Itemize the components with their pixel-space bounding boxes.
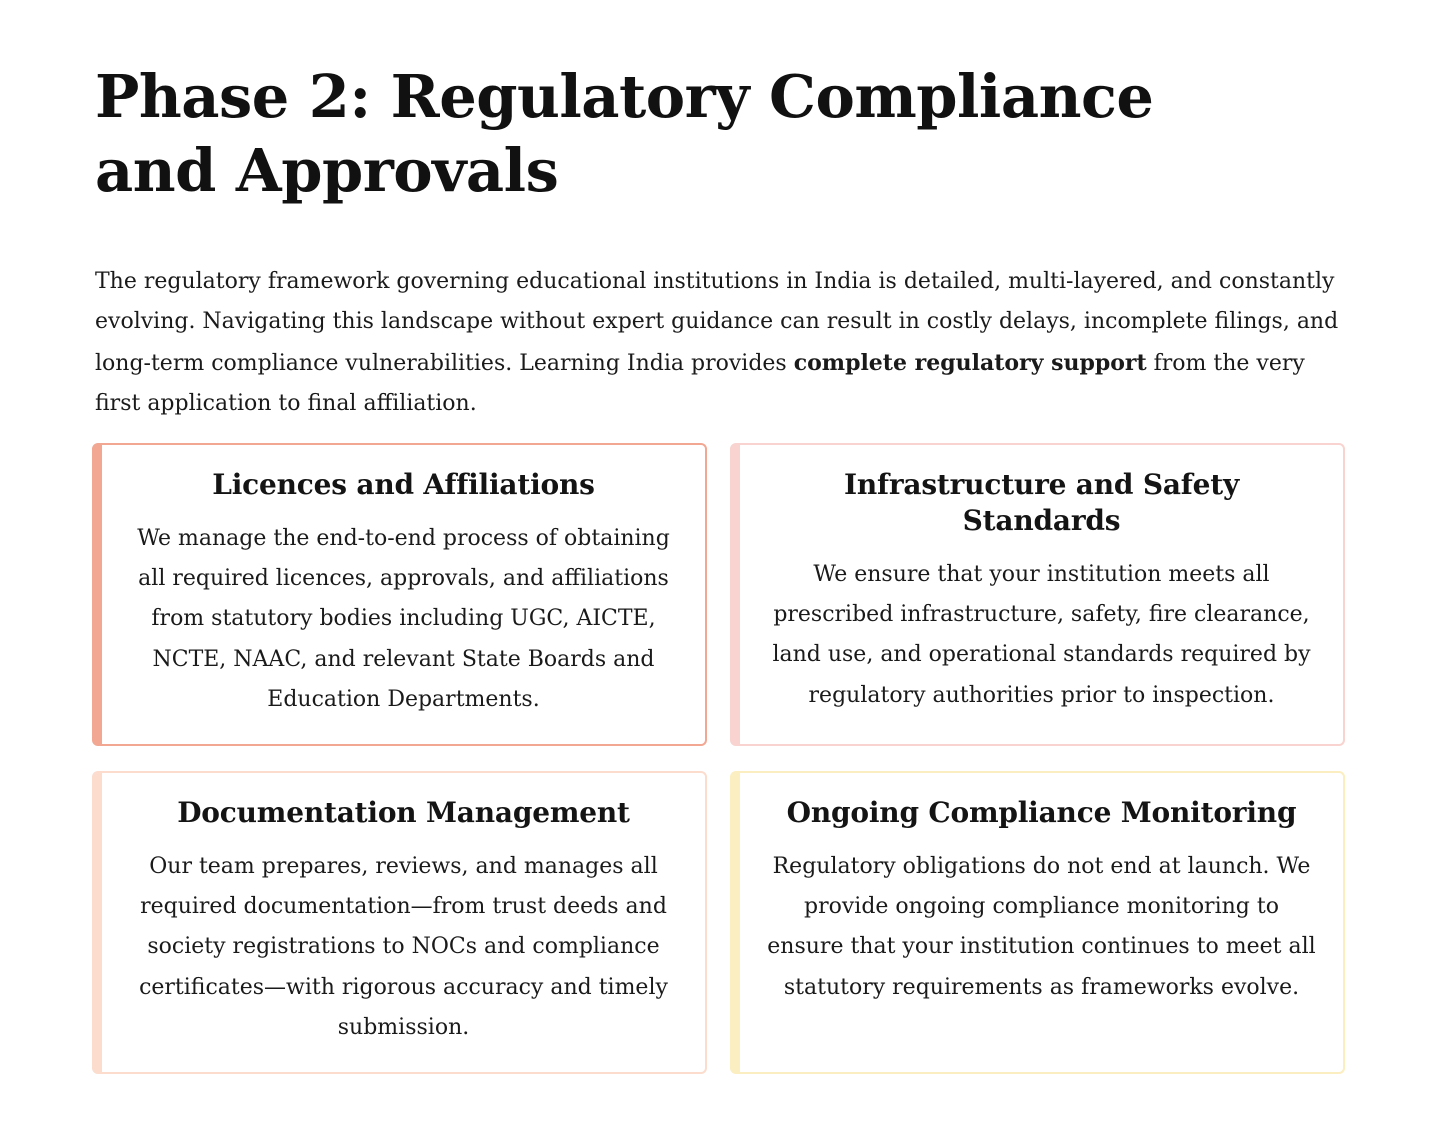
card-title: Infrastructure and Safety Standards — [843, 468, 1240, 537]
services-grid — [92, 443, 1345, 1074]
page-title: Phase 2: Regulatory Compliance and Approvals — [95, 62, 1154, 205]
card-title: Ongoing Compliance Monitoring — [786, 796, 1297, 829]
card-body: We ensure that your institution meets all prescribed infrastructure, safety, fire clearance, land use, and operational standards required by regulatory authorities prior to inspection. — [772, 562, 1311, 708]
intro-text-after: from the very first application to final affiliation. — [95, 350, 1305, 416]
card-documentation-management — [92, 771, 707, 1074]
card-title: Licences and Affiliations — [212, 468, 595, 501]
card-body: Our team prepares, reviews, and manages all required documentation—from trust deeds and society registrations to NOCs and compliance certificates—with rigorous accuracy and timely submission. — [139, 854, 668, 1040]
intro-text-before: The regulatory framework governing educational institutions in India is detailed, multi-layered, and constantly evolving. Navigating this landscape without expert guidance can result in costly delays, incomplete filings, and long-term compliance vulnerabilities. Learning India provides — [95, 269, 1339, 376]
card-ongoing-compliance — [730, 771, 1345, 1074]
card-body: We manage the end-to-end process of obtaining all required licences, approvals, and affiliations from statutory bodies including UGC, AICTE, NCTE, NAAC, and relevant State Boards and Education Departments. — [137, 526, 670, 712]
intro-paragraph — [95, 262, 1350, 424]
card-body: Regulatory obligations do not end at launch. We provide ongoing compliance monitoring to ensure that your institution continues to meet all statutory requirements as frameworks evolve. — [767, 854, 1316, 1000]
card-title: Documentation Management — [177, 796, 630, 829]
card-infrastructure-safety — [730, 443, 1345, 746]
intro-emphasis: complete regulatory support — [793, 349, 1147, 376]
card-licences-affiliations — [92, 443, 707, 746]
